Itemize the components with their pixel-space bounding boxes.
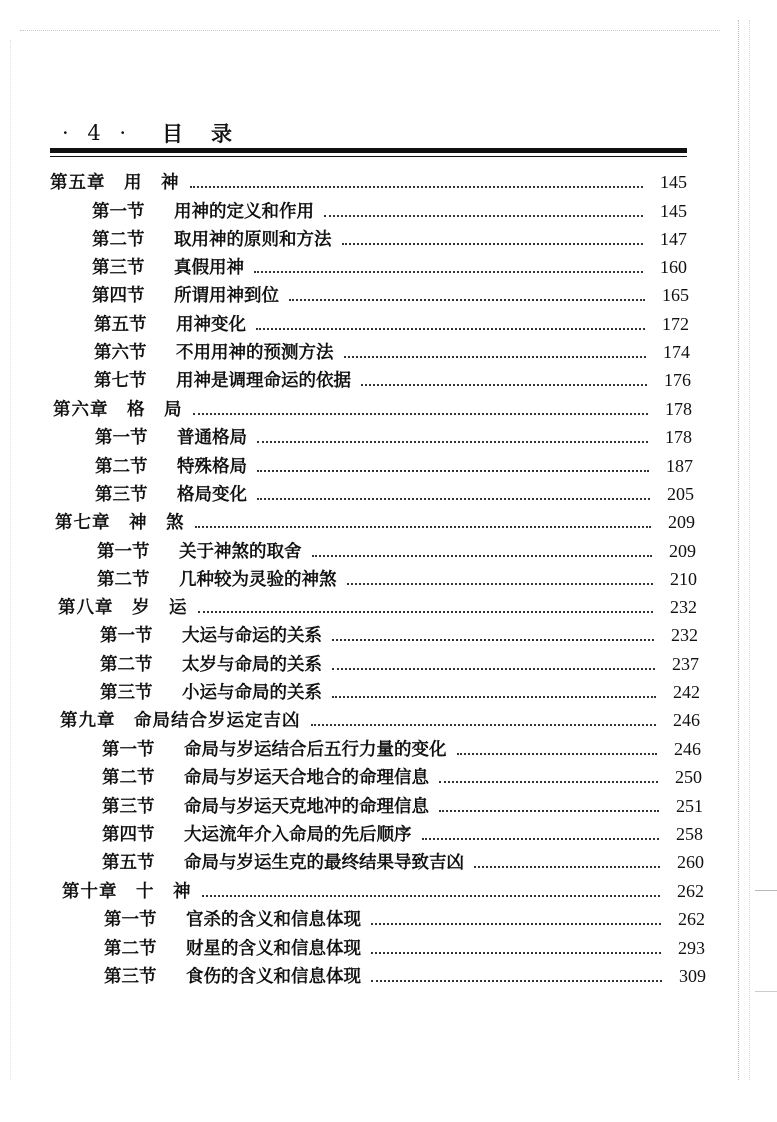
- toc-chapter-row: [58, 593, 697, 621]
- chapter-title: 第七章 神 煞: [55, 513, 185, 533]
- toc-chapter-row: [50, 168, 687, 196]
- toc-section-row: [92, 281, 689, 309]
- section-number: 第一节: [104, 910, 157, 930]
- section-title: 小运与命局的关系: [182, 683, 322, 703]
- chapter-page-number: 209: [668, 512, 695, 532]
- section-title: 格局变化: [177, 485, 247, 505]
- toc-section-row: [92, 197, 687, 225]
- section-page-number: 165: [662, 285, 689, 305]
- toc-section-row: [100, 678, 700, 706]
- dot-leader: [361, 384, 647, 386]
- section-number: 第五节: [102, 853, 155, 873]
- section-page-number: 145: [660, 201, 687, 221]
- section-title: 太岁与命局的关系: [182, 655, 322, 675]
- dot-leader: [439, 781, 658, 783]
- dot-leader: [202, 895, 661, 897]
- dot-leader: [344, 356, 647, 358]
- section-page-number: 258: [676, 824, 703, 844]
- toc-section-row: [104, 934, 705, 962]
- dot-leader: [342, 243, 644, 245]
- toc-chapter-row: [62, 877, 704, 905]
- section-number: 第二节: [92, 230, 145, 250]
- dot-leader: [289, 299, 645, 301]
- section-page-number: 262: [678, 909, 705, 929]
- section-page-number: 209: [669, 541, 696, 561]
- dot-leader: [195, 526, 652, 528]
- toc-section-row: [95, 452, 693, 480]
- toc-section-row: [95, 480, 694, 508]
- chapter-page-number: 246: [673, 710, 700, 730]
- section-title: 几种较为灵验的神煞: [179, 570, 337, 590]
- section-title: 普通格局: [177, 428, 247, 448]
- chapter-title: 第九章 命局结合岁运定吉凶: [60, 711, 301, 731]
- chapter-title: 第五章 用 神: [50, 173, 180, 193]
- toc-chapter-row: [60, 706, 700, 734]
- section-number: 第六节: [94, 343, 147, 363]
- dot-leader: [312, 555, 653, 557]
- toc-section-row: [92, 225, 687, 253]
- section-number: 第一节: [92, 202, 145, 222]
- section-page-number: 160: [660, 257, 687, 277]
- dot-leader: [324, 215, 643, 217]
- section-number: 第三节: [95, 485, 148, 505]
- section-number: 第一节: [97, 542, 150, 562]
- chapter-page-number: 232: [670, 597, 697, 617]
- toc-section-row: [102, 792, 703, 820]
- toc-section-row: [102, 820, 703, 848]
- section-number: 第三节: [100, 683, 153, 703]
- section-title: 不用用神的预测方法: [176, 343, 334, 363]
- section-number: 第二节: [95, 457, 148, 477]
- section-number: 第三节: [92, 258, 145, 278]
- section-page-number: 293: [678, 938, 705, 958]
- section-title: 大运与命运的关系: [182, 626, 322, 646]
- chapter-page-number: 262: [677, 881, 704, 901]
- section-page-number: 210: [670, 569, 697, 589]
- dot-leader: [311, 724, 657, 726]
- toc-section-row: [97, 565, 697, 593]
- section-title: 财星的含义和信息体现: [186, 939, 361, 959]
- toc-section-row: [100, 621, 698, 649]
- toc-chapter-row: [55, 508, 695, 536]
- dot-leader: [371, 980, 662, 982]
- section-title: 用神是调理命运的依据: [176, 371, 351, 391]
- section-title: 取用神的原则和方法: [174, 230, 332, 250]
- toc-section-row: [102, 848, 704, 876]
- section-title: 关于神煞的取舍: [179, 542, 302, 562]
- section-page-number: 178: [665, 427, 692, 447]
- section-title: 命局与岁运生克的最终结果导致吉凶: [184, 853, 464, 873]
- section-title: 所谓用神到位: [174, 286, 279, 306]
- toc-section-row: [102, 763, 702, 791]
- section-page-number: 176: [664, 370, 691, 390]
- section-title: 大运流年介入命局的先后顺序: [184, 825, 412, 845]
- section-number: 第四节: [102, 825, 155, 845]
- section-title: 用神的定义和作用: [174, 202, 314, 222]
- dot-leader: [254, 271, 643, 273]
- dot-leader: [439, 810, 659, 812]
- section-number: 第二节: [104, 939, 157, 959]
- section-page-number: 242: [673, 682, 700, 702]
- section-page-number: 246: [674, 739, 701, 759]
- dot-leader: [198, 611, 654, 613]
- section-number: 第三节: [104, 967, 157, 987]
- toc-section-row: [104, 962, 706, 990]
- section-title: 用神变化: [176, 315, 246, 335]
- toc-section-row: [94, 338, 690, 366]
- section-page-number: 251: [676, 796, 703, 816]
- toc-section-row: [97, 537, 696, 565]
- header-title: 目录: [162, 121, 260, 146]
- dot-leader: [422, 838, 660, 840]
- section-page-number: 232: [671, 625, 698, 645]
- section-page-number: 237: [672, 654, 699, 674]
- toc-section-row: [94, 310, 689, 338]
- section-page-number: 205: [667, 484, 694, 504]
- dot-leader: [474, 866, 660, 868]
- dot-leader: [332, 696, 656, 698]
- header-page-number: · 4 ·: [62, 121, 133, 145]
- toc-section-row: [102, 735, 701, 763]
- dot-leader: [257, 441, 648, 443]
- chapter-title: 第八章 岁 运: [58, 598, 188, 618]
- dot-leader: [332, 639, 654, 641]
- section-page-number: 172: [662, 314, 689, 334]
- section-number: 第二节: [102, 768, 155, 788]
- section-page-number: 187: [666, 456, 693, 476]
- section-title: 真假用神: [174, 258, 244, 278]
- toc-section-row: [104, 905, 705, 933]
- section-title: 特殊格局: [177, 457, 247, 477]
- dot-leader: [457, 753, 658, 755]
- dot-leader: [193, 413, 649, 415]
- section-number: 第四节: [92, 286, 145, 306]
- section-title: 命局与岁运结合后五行力量的变化: [184, 740, 447, 760]
- toc-chapter-row: [53, 395, 692, 423]
- chapter-page-number: 145: [660, 172, 687, 192]
- section-page-number: 260: [677, 852, 704, 872]
- section-page-number: 147: [660, 229, 687, 249]
- section-title: 命局与岁运天合地合的命理信息: [184, 768, 429, 788]
- section-number: 第一节: [102, 740, 155, 760]
- dot-leader: [371, 952, 661, 954]
- dot-leader: [257, 470, 649, 472]
- section-number: 第一节: [95, 428, 148, 448]
- section-number: 第一节: [100, 626, 153, 646]
- section-number: 第二节: [100, 655, 153, 675]
- section-page-number: 174: [663, 342, 690, 362]
- section-title: 命局与岁运天克地冲的命理信息: [184, 797, 429, 817]
- chapter-title: 第六章 格 局: [53, 400, 183, 420]
- section-title: 官杀的含义和信息体现: [186, 910, 361, 930]
- toc-section-row: [100, 650, 699, 678]
- dot-leader: [371, 923, 661, 925]
- section-number: 第二节: [97, 570, 150, 590]
- section-page-number: 250: [675, 767, 702, 787]
- dot-leader: [347, 583, 654, 585]
- dot-leader: [257, 498, 650, 500]
- toc-section-row: [95, 423, 692, 451]
- section-title: 食伤的含义和信息体现: [186, 967, 361, 987]
- section-number: 第五节: [94, 315, 147, 335]
- dot-leader: [332, 668, 655, 670]
- dot-leader: [190, 186, 644, 188]
- dot-leader: [256, 328, 645, 330]
- section-number: 第七节: [94, 371, 147, 391]
- section-number: 第三节: [102, 797, 155, 817]
- toc-section-row: [94, 366, 691, 394]
- toc-section-row: [92, 253, 687, 281]
- section-page-number: 309: [679, 966, 706, 986]
- chapter-title: 第十章 十 神: [62, 882, 192, 902]
- chapter-page-number: 178: [665, 399, 692, 419]
